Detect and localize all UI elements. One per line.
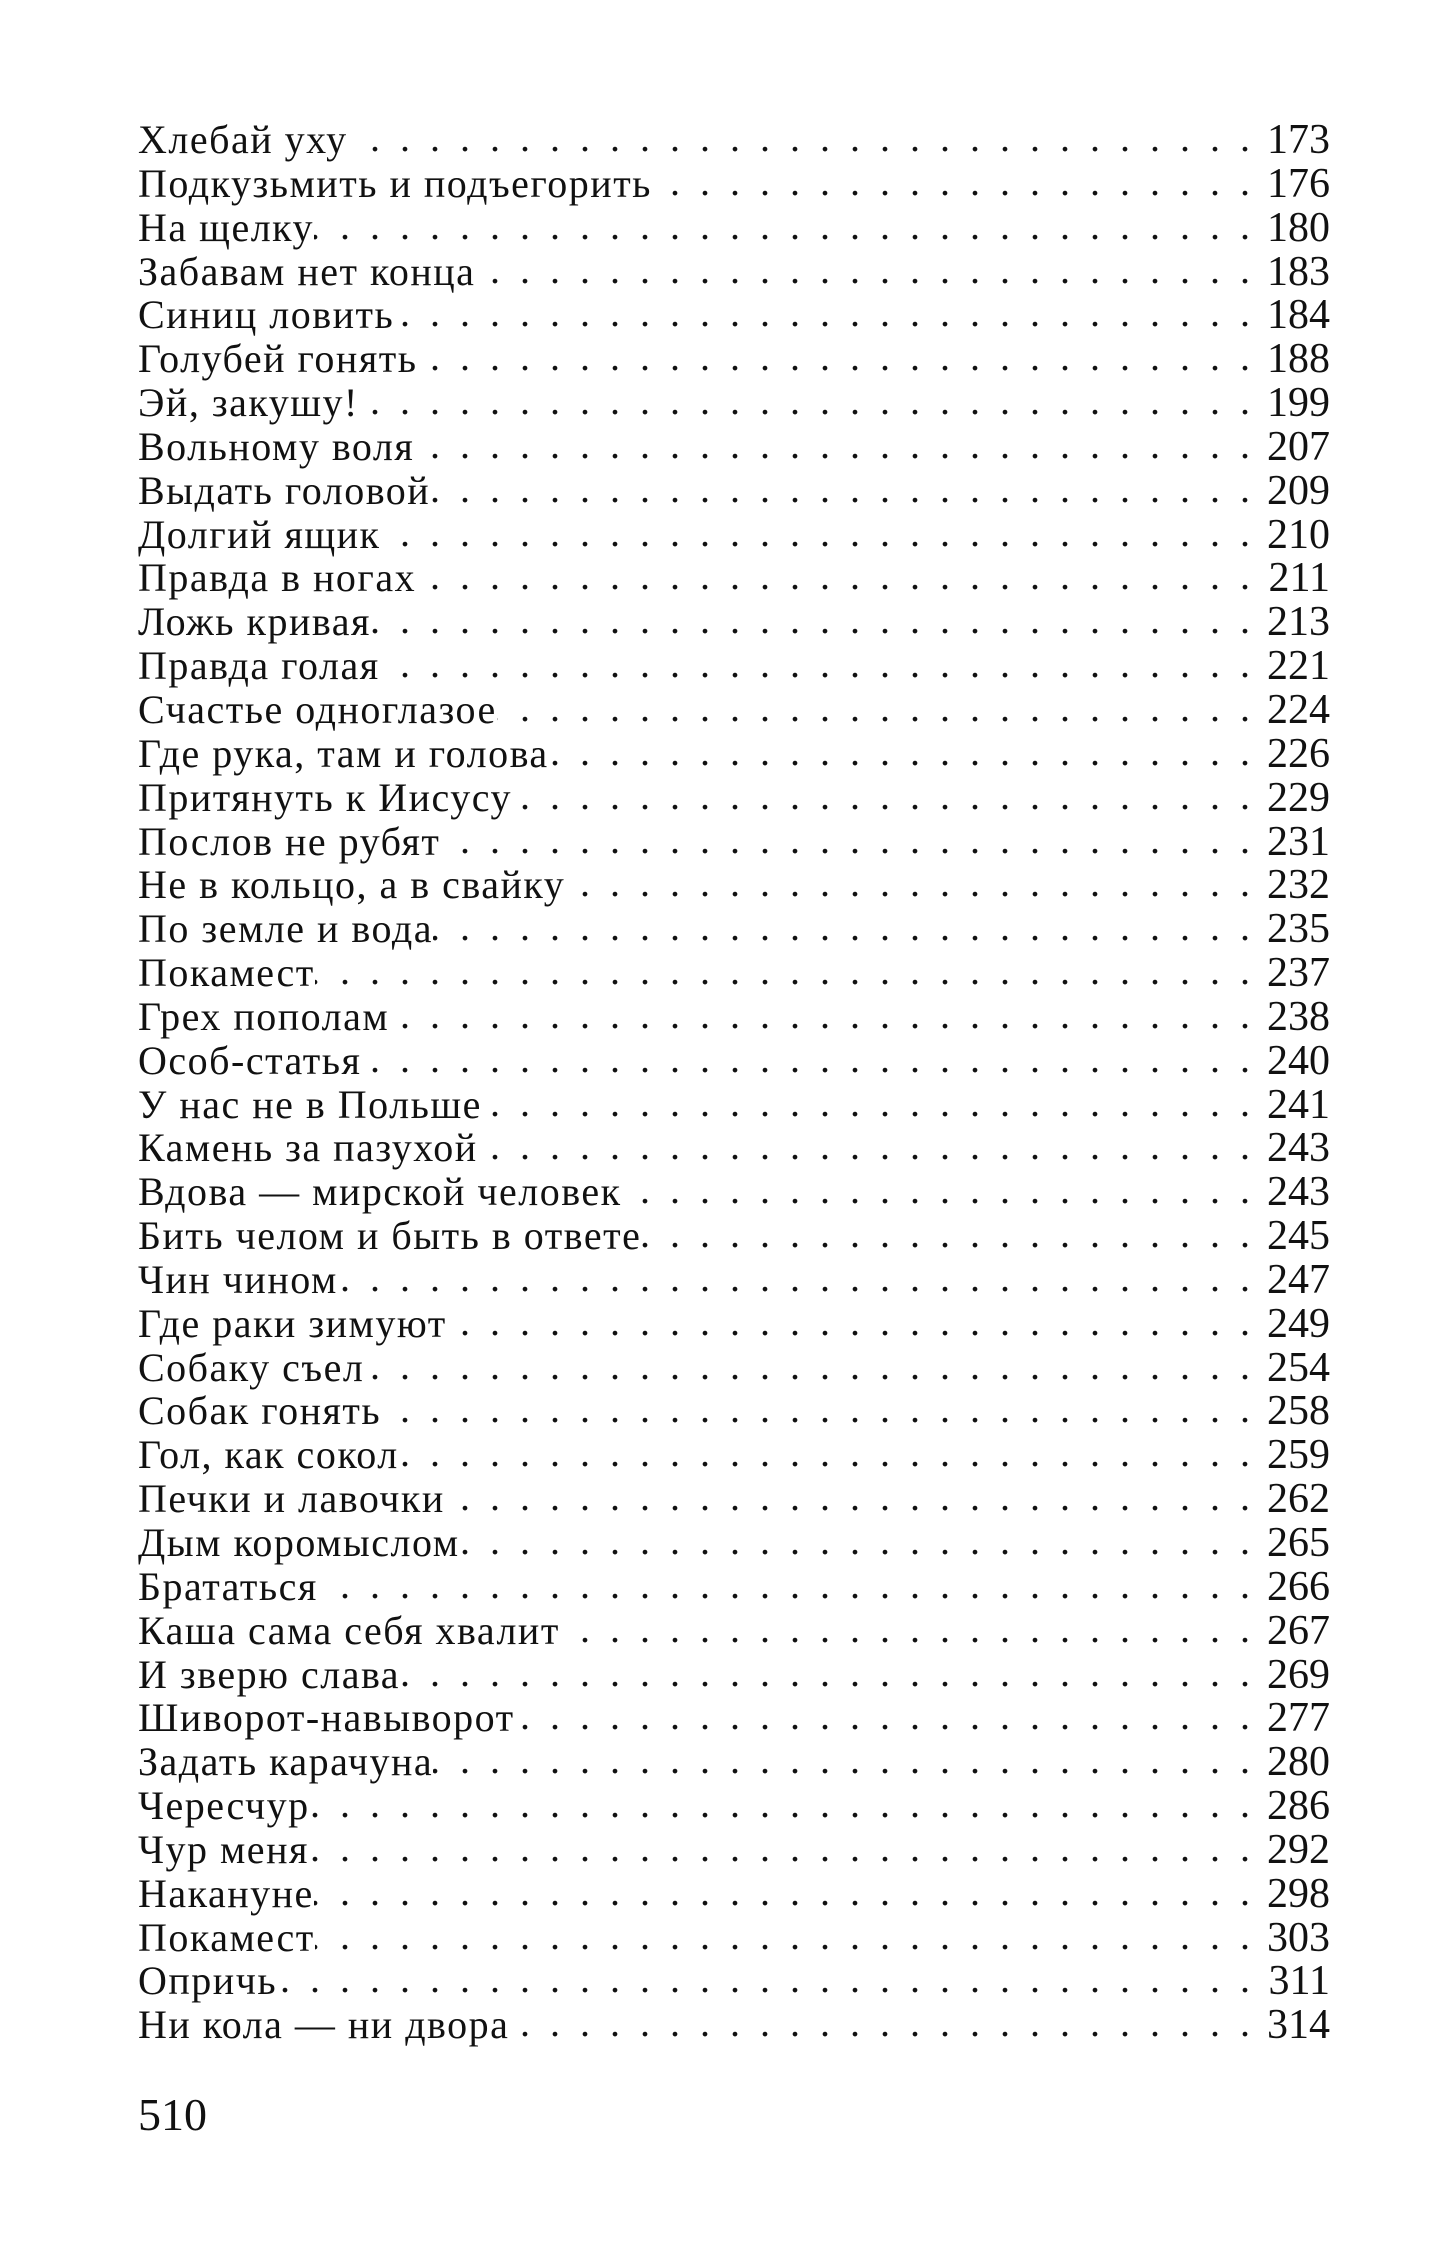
toc-entry [138, 118, 1330, 162]
toc-entry-page: 184 [1267, 292, 1330, 339]
toc-entry-page: 183 [1267, 248, 1330, 295]
toc-entry-title: Особ-статья [138, 1037, 362, 1083]
toc-entry-title: Голубей гонять [138, 336, 418, 382]
toc-entry-title: Дым коромыслом [138, 1520, 460, 1565]
toc-entry [138, 1039, 1330, 1083]
toc-entry-page: 229 [1267, 774, 1330, 821]
dot-leader [400, 1651, 1260, 1695]
toc-entry-page: 286 [1267, 1783, 1330, 1830]
dot-leader [560, 1607, 1260, 1651]
dot-leader [475, 248, 1260, 292]
toc-entry-page: 235 [1267, 906, 1330, 953]
toc-entry [138, 1389, 1330, 1433]
toc-entry-title: Долгий ящик [138, 511, 381, 557]
toc-entry-title: И зверю слава [138, 1651, 401, 1697]
toc-entry-page: 243 [1267, 1169, 1330, 1216]
toc-entry [138, 1126, 1330, 1170]
page-number: 510 [138, 2089, 207, 2140]
toc-entry-title: Опричь [138, 1958, 278, 2004]
toc-entry-page: 303 [1267, 1914, 1330, 1961]
toc-entry-title: Брататься [138, 1563, 318, 1609]
toc-entry-page: 241 [1267, 1081, 1330, 1128]
dot-leader [509, 2001, 1260, 2045]
toc-entry-title: Счастье одноглазое [138, 686, 497, 732]
toc-entry-page: 254 [1267, 1344, 1330, 1391]
toc-entry [138, 776, 1330, 820]
toc-entry-title: Покамест [138, 1914, 315, 1960]
toc-entry-page: 314 [1267, 2002, 1330, 2049]
toc-entry-page: 247 [1267, 1256, 1330, 1303]
toc-entry [138, 2003, 1330, 2047]
toc-entry [138, 1258, 1330, 1302]
toc-entry-title: Бить челом и быть в ответе [138, 1213, 642, 1259]
dot-leader [512, 774, 1260, 818]
toc-entry-page: 213 [1267, 599, 1330, 646]
dot-leader [338, 1256, 1260, 1300]
dot-leader [380, 511, 1260, 555]
toc-entry-title: Гол, как сокол [138, 1432, 399, 1478]
dot-leader [314, 204, 1260, 248]
toc-entry [138, 1214, 1330, 1258]
dot-leader [371, 598, 1260, 642]
toc-entry-page: 269 [1267, 1651, 1330, 1698]
dot-leader [309, 1826, 1260, 1870]
toc-entry-title: Шиворот-навыворот [138, 1695, 515, 1741]
toc-entry [138, 1083, 1330, 1127]
dot-leader [622, 1168, 1260, 1212]
toc-entry-page: 249 [1267, 1300, 1330, 1347]
toc-entry-page: 277 [1267, 1695, 1330, 1742]
toc-entry [138, 820, 1330, 864]
dot-leader [399, 1431, 1260, 1475]
toc-entry-page: 210 [1267, 511, 1330, 558]
dot-leader [515, 1694, 1260, 1738]
toc-entry-page: 176 [1267, 160, 1330, 207]
toc-entry [138, 951, 1330, 995]
dot-leader [478, 1124, 1260, 1168]
toc-entry-title: Выдать головой [138, 467, 431, 513]
dot-leader [381, 1387, 1260, 1431]
toc-entry-title: Чересчур [138, 1783, 310, 1829]
dot-leader [482, 1081, 1260, 1125]
toc-entry [138, 337, 1330, 381]
dot-leader [389, 993, 1260, 1037]
dot-leader [310, 1782, 1260, 1826]
toc-entry-title: Подкузьмить и подъегорить [138, 160, 652, 206]
toc-entry [138, 1609, 1330, 1653]
toc-entry [138, 425, 1330, 469]
toc-entry [138, 1565, 1330, 1609]
toc-entry [138, 1653, 1330, 1697]
toc-entry [138, 206, 1330, 250]
dot-leader [364, 1344, 1260, 1388]
dot-leader [314, 1870, 1260, 1914]
toc-entry-page: 258 [1267, 1388, 1330, 1435]
dot-leader [361, 1037, 1260, 1081]
toc-entry [138, 250, 1330, 294]
toc-entry-page: 180 [1267, 204, 1330, 251]
toc-entry-title: Ложь кривая [138, 599, 371, 645]
toc-entry-page: 280 [1267, 1739, 1330, 1786]
toc-entry-title: Где рука, там и голова [138, 730, 549, 776]
dot-leader [380, 642, 1260, 686]
toc-entry-title: Ни кола — ни двора [138, 2002, 510, 2048]
toc-entry-title: Каша сама себя хвалит [138, 1607, 560, 1653]
toc-entry [138, 688, 1330, 732]
toc-entry-title: Притянуть к Иисусу [138, 774, 512, 820]
dot-leader [359, 379, 1260, 423]
toc-entry-title: Собаку съел [138, 1344, 365, 1390]
toc-entry-page: 232 [1267, 862, 1330, 909]
toc-entry-page: 221 [1267, 643, 1330, 690]
toc-entry [138, 600, 1330, 644]
toc-entry-page: 259 [1267, 1432, 1330, 1479]
toc-entry-page: 262 [1267, 1476, 1330, 1523]
toc-entry-title: Правда голая [138, 643, 380, 689]
dot-leader [315, 1914, 1260, 1958]
toc-entry-page: 238 [1267, 993, 1330, 1040]
dot-leader [565, 861, 1260, 905]
toc-entry [138, 1433, 1330, 1477]
toc-entry-title: Печки и лавочки [138, 1476, 445, 1522]
toc-entry-page: 188 [1267, 336, 1330, 383]
toc-entry-title: Камень за пазухой [138, 1125, 478, 1171]
toc-entry [138, 1477, 1330, 1521]
toc-entry [138, 1916, 1330, 1960]
toc-entry-page: 265 [1267, 1520, 1330, 1566]
toc-entry [138, 381, 1330, 425]
toc-entry-title: По земле и вода [138, 906, 433, 952]
toc-entry [138, 1302, 1330, 1346]
toc-entry-page: 224 [1267, 686, 1330, 733]
toc-entry-title: Забавам нет конца [138, 248, 476, 294]
toc-entry [138, 1872, 1330, 1916]
toc-entry [138, 469, 1330, 513]
toc-entry [138, 513, 1330, 557]
toc-entry [138, 907, 1330, 951]
toc-entry [138, 732, 1330, 776]
toc-entry-title: Синиц ловить [138, 292, 395, 338]
dot-leader [433, 905, 1260, 949]
toc-entry [138, 556, 1330, 600]
toc-entry-page: 237 [1267, 950, 1330, 997]
dot-leader [417, 335, 1260, 379]
toc-entry-title: У нас не в Польше [138, 1081, 482, 1127]
toc-entry-title: Не в кольцо, а в свайку [138, 862, 566, 908]
dot-leader [318, 1563, 1260, 1607]
toc-entry-page: 211 [1268, 555, 1330, 602]
toc-entry-title: Грех пополам [138, 993, 390, 1039]
toc-entry-title: Правда в ногах [138, 555, 417, 601]
dot-leader [315, 949, 1260, 993]
toc-entry [138, 644, 1330, 688]
dot-leader [652, 160, 1260, 204]
toc-entry-title: Вольному воля [138, 423, 415, 469]
toc-entry [138, 1170, 1330, 1214]
toc-entry-page: 173 [1267, 117, 1330, 163]
toc-entry [138, 863, 1330, 907]
toc-entry-page: 243 [1267, 1125, 1330, 1172]
toc-entry [138, 1696, 1330, 1740]
toc-entry-title: Чин чином [138, 1256, 338, 1302]
dot-leader [497, 686, 1260, 730]
toc-entry [138, 1959, 1330, 2003]
toc-entry-title: Эй, закушу! [138, 380, 359, 426]
toc-entry [138, 1828, 1330, 1872]
toc-entry-title: Накануне [138, 1870, 314, 1916]
toc-entry-title: На щелку [138, 204, 315, 250]
toc-entry [138, 1521, 1330, 1565]
toc-entry-page: 292 [1267, 1826, 1330, 1873]
toc-entry-title: Хлебай уху [138, 117, 348, 162]
toc-entry-page: 311 [1268, 1958, 1330, 2005]
dot-leader [416, 554, 1260, 598]
toc-entry-page: 199 [1267, 380, 1330, 427]
toc-entry-page: 298 [1267, 1870, 1330, 1917]
dot-leader [447, 1300, 1260, 1344]
dot-leader [277, 1957, 1260, 2001]
toc-entry-title: Где раки зимуют [138, 1300, 447, 1346]
dot-leader [414, 423, 1260, 467]
toc-entry-title: Послов не рубят [138, 818, 441, 864]
toc-entry [138, 995, 1330, 1039]
toc-entry-title: Собак гонять [138, 1388, 382, 1434]
toc-entry-page: 231 [1267, 818, 1330, 865]
toc-entry-title: Чур меня [138, 1826, 309, 1872]
toc-entry [138, 1346, 1330, 1390]
dot-leader [440, 818, 1260, 862]
toc-entry-title: Задать карачуна [138, 1739, 434, 1785]
toc-entry [138, 1740, 1330, 1784]
dot-leader [433, 1738, 1260, 1782]
dot-leader [394, 291, 1260, 335]
dot-leader [430, 467, 1260, 511]
toc-entry [138, 1784, 1330, 1828]
table-of-contents [138, 118, 1330, 2047]
toc-entry-page: 207 [1267, 423, 1330, 470]
toc-entry [138, 293, 1330, 337]
toc-entry [138, 162, 1330, 206]
dot-leader [445, 1475, 1260, 1519]
toc-entry-page: 240 [1267, 1037, 1330, 1084]
toc-entry-page: 266 [1267, 1563, 1330, 1610]
dot-leader [549, 730, 1260, 774]
dot-leader [348, 116, 1260, 160]
toc-entry-page: 267 [1267, 1607, 1330, 1654]
dot-leader [460, 1519, 1260, 1563]
toc-entry-title: Вдова — мирской человек [138, 1169, 622, 1215]
dot-leader [641, 1212, 1260, 1256]
toc-entry-page: 209 [1267, 467, 1330, 514]
toc-entry-title: Покамест [138, 950, 315, 996]
toc-entry-page: 226 [1267, 730, 1330, 777]
toc-entry-page: 245 [1267, 1213, 1330, 1260]
